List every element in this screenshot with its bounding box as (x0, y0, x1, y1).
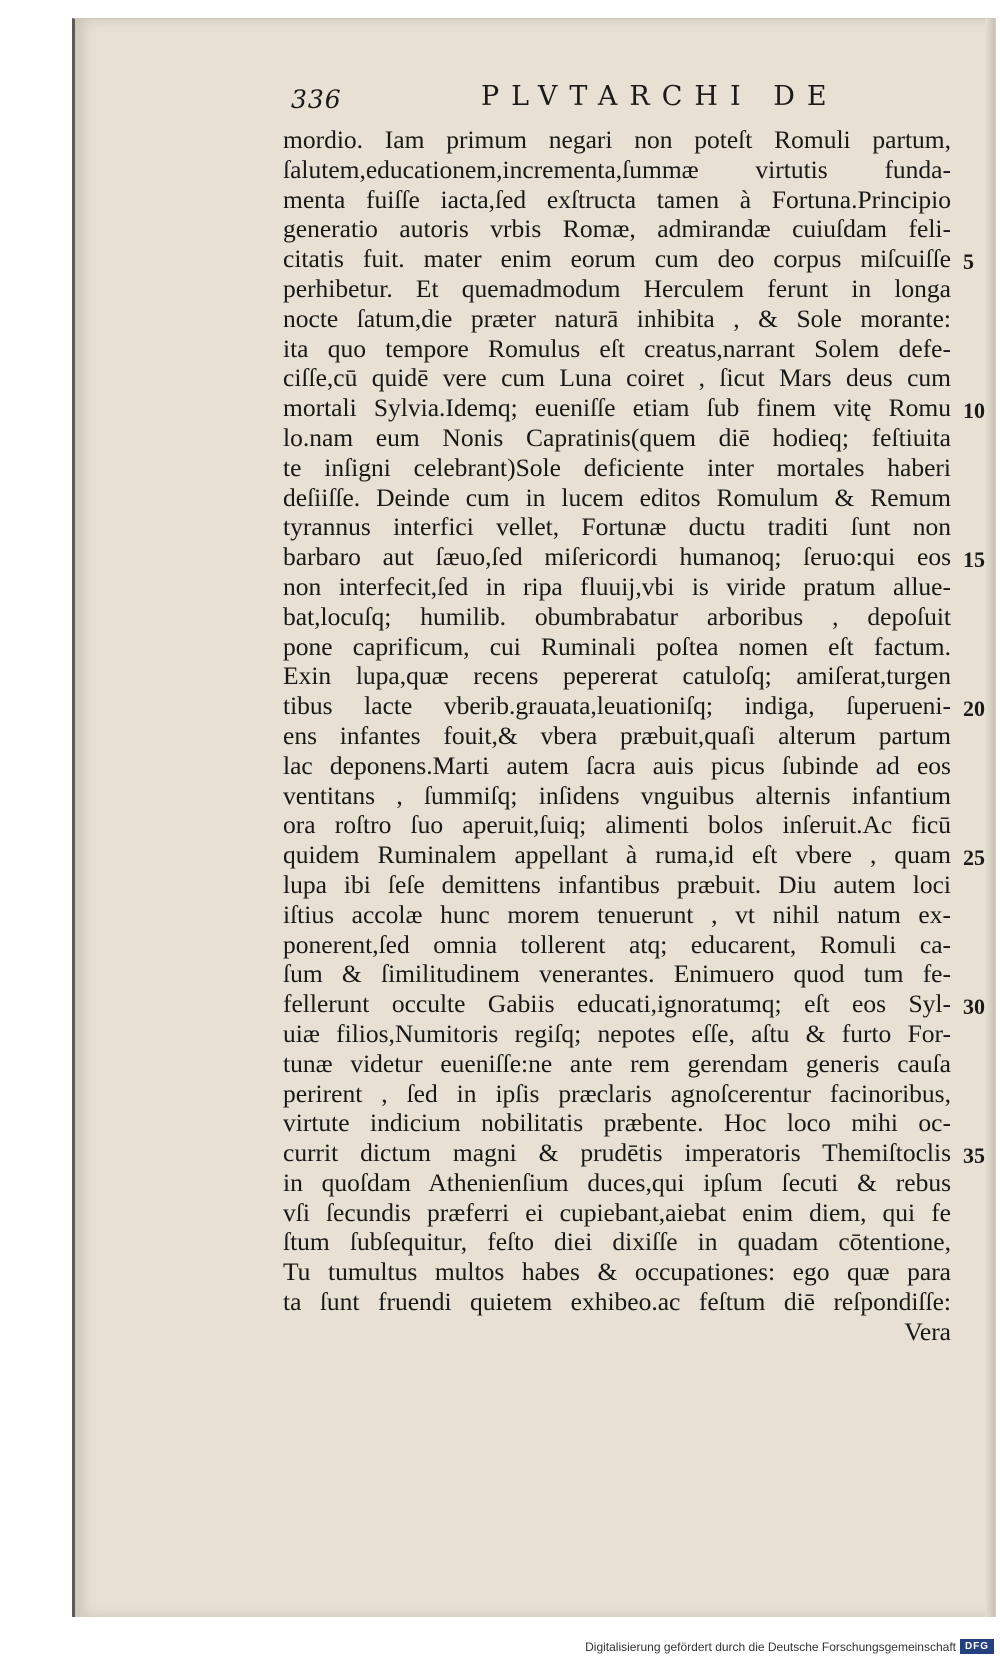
running-title: PLVTARCHI DE (481, 81, 839, 112)
footer-credit: Digitalisierung gefördert durch die Deutsche Forschungsgemeinschaft (585, 1640, 956, 1654)
text-line: non interfecit,ſed in ripa fluuij,vbi is viride pratum allue- (283, 571, 951, 601)
text-line: currit dictum magni & prudētis imperatoris Themiſtoclis (283, 1138, 951, 1168)
text-line: pone caprificum, cui Ruminali poſtea nomen eſt factum. (283, 631, 951, 661)
text-line: barbaro aut ſæuo,ſed miſericordi humanoq; ſeruo:qui eos (283, 542, 951, 572)
text-line: bat,locuſq; humilib. obumbrabatur arboribus , depoſuit (283, 601, 951, 631)
text-line: deſiiſſe. Deinde cum in lucem editos Romulum & Remum (283, 482, 951, 512)
text-line: virtute indicium nobilitatis præbente. Hoc loco mihi oc- (283, 1108, 951, 1138)
text-line: vſi ſecundis præferri ei cupiebant,aiebat enim diem, qui fe (283, 1197, 951, 1227)
text-line: generatio autoris vrbis Romæ, admirandæ cuiuſdam feli- (283, 214, 951, 244)
text-line: ſalutem,educationem,incrementa,ſummæ virtutis funda- (283, 154, 951, 184)
text-line: ponerent,ſed omnia tollerent atq; educarent, Romuli ca- (283, 929, 951, 959)
text-line: menta fuiſſe iacta,ſed exſtructa tamen à Fortuna.Principio (283, 184, 951, 214)
text-line: citatis fuit. mater enim eorum cum deo corpus miſcuiſſe (283, 244, 951, 274)
text-line: perirent , ſed in ipſis præclaris agnoſcerentur facinoribus, (283, 1078, 951, 1108)
margin-line-number: 25 (963, 845, 985, 871)
text-line: Vera (904, 1316, 951, 1346)
margin-line-number: 35 (963, 1143, 985, 1169)
text-line: mortali Sylvia.Idemq; eueniſſe etiam ſub finem vitę Romu (283, 393, 951, 423)
text-line: ſum & ſimilitudinem venerantes. Enimuero quod tum fe- (283, 959, 951, 989)
text-line: ſtum ſubſequitur, feſto diei dixiſſe in quadam cōtentione, (283, 1227, 951, 1257)
text-line: perhibetur. Et quemadmodum Herculem ferunt in longa (283, 273, 951, 303)
text-line: ta ſunt fruendi quietem exhibeo.ac feſtum diē reſpondiſſe: (283, 1287, 951, 1317)
margin-line-number: 10 (963, 398, 985, 424)
text-line: fellerunt occulte Gabiis educati,ignoratumq; eſt eos Syl- (283, 989, 951, 1019)
text-line: mordio. Iam primum negari non poteſt Romuli partum, (283, 125, 951, 154)
text-line: lac deponens.Marti autem ſacra auis picus ſubinde ad eos (283, 750, 951, 780)
book-page (72, 18, 996, 1617)
dfg-logo: DFG (960, 1639, 994, 1654)
text-line: ciſſe,cū quidē vere cum Luna coiret , ſicut Mars deus cum (283, 363, 951, 393)
page-number: 336 (291, 85, 342, 114)
margin-line-number: 20 (963, 696, 985, 722)
footer (0, 1635, 1000, 1661)
margin-line-number: 5 (963, 249, 974, 275)
text-line: in quoſdam Athenienſium duces,qui ipſum ſecuti & rebus (283, 1167, 951, 1197)
text-line: ens infantes fouit,& vbera præbuit,quaſi alterum partum (283, 720, 951, 750)
text-line: nocte ſatum,die præter naturā inhibita , & Sole morante: (283, 303, 951, 333)
text-line: iſtius accolæ hunc morem tenuerunt , vt nihil natum ex- (283, 899, 951, 929)
text-line: lupa ibi ſeſe demittens infantibus præbuit. Diu autem loci (283, 869, 951, 899)
margin-line-number: 30 (963, 994, 985, 1020)
running-head (291, 81, 851, 121)
text-block (283, 125, 985, 1347)
text-line: tibus lacte vberib.grauata,leuationiſq; indiga, ſuperueni- (283, 691, 951, 721)
text-line: quidem Ruminalem appellant à ruma,id eſt vbere , quam (283, 840, 951, 870)
text-line: ora roſtro ſuo aperuit,ſuiq; alimenti bolos inſeruit.Ac ficū (283, 810, 951, 840)
text-line: lo.nam eum Nonis Capratinis(quem diē hodieq; feſtiuita (283, 422, 951, 452)
margin-line-number: 15 (963, 547, 985, 573)
text-line: te inſigni celebrant)Sole deficiente inter mortales haberi (283, 452, 951, 482)
text-line: ita quo tempore Romulus eſt creatus,narrant Solem defe- (283, 333, 951, 363)
text-line: Tu tumultus multos habes & occupationes: ego quæ para (283, 1257, 951, 1287)
text-line: uiæ filios,Numitoris regiſq; nepotes eſſe, aſtu & furto For- (283, 1018, 951, 1048)
text-line: tunæ videtur eueniſſe:ne ante rem gerendam generis cauſa (283, 1048, 951, 1078)
text-line: ventitans , ſummiſq; inſidens vnguibus alternis infantium (283, 780, 951, 810)
text-line: Exin lupa,quæ recens pepererat catuloſq; amiſerat,turgen (283, 661, 951, 691)
text-line: tyrannus interfici vellet, Fortunæ ductu traditi ſunt non (283, 512, 951, 542)
